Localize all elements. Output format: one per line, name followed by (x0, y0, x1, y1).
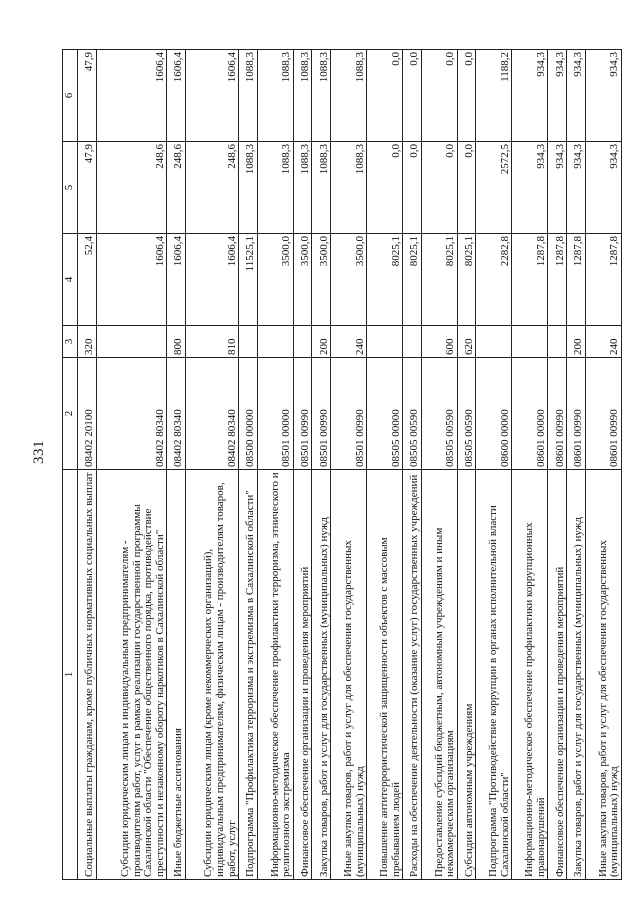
row-value-col5: 0,0 (421, 142, 457, 234)
budget-table (62, 49, 622, 880)
table-row (293, 50, 312, 880)
row-value-col4: 8025,1 (403, 234, 422, 326)
row-value-col6: 1606,4 (185, 50, 238, 142)
table-row (96, 50, 166, 880)
row-value-col5: 934,3 (512, 142, 548, 234)
row-code: 08501 00990 (293, 358, 312, 470)
row-value-col6: 934,3 (512, 50, 548, 142)
row-value-col4: 1606,4 (96, 234, 166, 326)
table-row (239, 50, 258, 880)
row-expense-type (96, 326, 166, 358)
row-value-col5: 1088,3 (312, 142, 331, 234)
row-value-col6: 934,3 (548, 50, 567, 142)
row-name: Иные закупки товаров, работ и услуг для обеспечения государственных (муниципальных) нужд (585, 470, 621, 880)
row-code: 08505 00000 (367, 358, 403, 470)
row-code: 08402 20100 (78, 358, 97, 470)
row-value-col6: 0,0 (367, 50, 403, 142)
row-value-col4: 8025,1 (367, 234, 403, 326)
rotated-table-wrapper (62, 50, 622, 880)
row-expense-type: 600 (421, 326, 457, 358)
row-code: 08501 00990 (312, 358, 331, 470)
row-expense-type (512, 326, 548, 358)
row-value-col5: 1088,3 (293, 142, 312, 234)
row-expense-type: 240 (585, 326, 621, 358)
row-value-col4: 8025,1 (421, 234, 457, 326)
table-row (512, 50, 548, 880)
row-expense-type (367, 326, 403, 358)
row-value-col5: 0,0 (367, 142, 403, 234)
row-value-col5: 0,0 (403, 142, 422, 234)
row-value-col6: 1088,3 (257, 50, 293, 142)
row-expense-type: 620 (457, 326, 476, 358)
row-value-col4: 1287,8 (512, 234, 548, 326)
page-number: 331 (30, 440, 47, 464)
row-name: Расходы на обеспечение деятельности (оказание услуг) государственных учреждений (403, 470, 422, 880)
row-name: Иные закупки товаров, работ и услуг для обеспечения государственных (муниципальных) нужд (331, 470, 367, 880)
row-name: Закупка товаров, работ и услуг для государственных (муниципальных) нужд (312, 470, 331, 880)
row-value-col4: 3500,0 (293, 234, 312, 326)
row-expense-type: 200 (567, 326, 586, 358)
row-value-col6: 1606,4 (167, 50, 186, 142)
row-expense-type: 200 (312, 326, 331, 358)
row-name: Закупка товаров, работ и услуг для государственных (муниципальных) нужд (567, 470, 586, 880)
row-value-col5: 1088,3 (331, 142, 367, 234)
row-expense-type: 810 (185, 326, 238, 358)
row-value-col6: 1606,4 (96, 50, 166, 142)
row-value-col5: 47,9 (78, 142, 97, 234)
row-name: Подпрограмма "Профилактика терроризма и экстремизма в Сахалинской области" (239, 470, 258, 880)
table-row (403, 50, 422, 880)
row-expense-type (403, 326, 422, 358)
row-code: 08402 80340 (167, 358, 186, 470)
table-row (367, 50, 403, 880)
row-value-col5: 248,6 (185, 142, 238, 234)
row-code: 08505 00590 (403, 358, 422, 470)
row-value-col6: 934,3 (567, 50, 586, 142)
row-name: Социальные выплаты гражданам, кроме публичных нормативных социальных выплат (78, 470, 97, 880)
row-code: 08402 80340 (185, 358, 238, 470)
table-row (476, 50, 512, 880)
row-name: Информационно-методическое обеспечение профилактики терроризма, этнического и религиозного экстремизма (257, 470, 293, 880)
row-value-col5: 1088,3 (257, 142, 293, 234)
row-value-col5: 934,3 (567, 142, 586, 234)
row-expense-type (239, 326, 258, 358)
row-code: 08601 00990 (548, 358, 567, 470)
table-row (585, 50, 621, 880)
row-value-col4: 52,4 (78, 234, 97, 326)
row-value-col4: 3500,0 (312, 234, 331, 326)
table-row (78, 50, 97, 880)
row-code: 08601 00990 (567, 358, 586, 470)
column-header: 5 (63, 142, 78, 234)
row-name: Предоставление субсидий бюджетным, автономным учреждениям и иным некоммерческим организациям (421, 470, 457, 880)
row-value-col6: 1088,3 (239, 50, 258, 142)
table-row (312, 50, 331, 880)
row-value-col5: 934,3 (585, 142, 621, 234)
row-name: Информационно-методическое обеспечение профилактики коррупционных правонарушений (512, 470, 548, 880)
column-header: 4 (63, 234, 78, 326)
row-value-col4: 1606,4 (185, 234, 238, 326)
row-code: 08600 00000 (476, 358, 512, 470)
row-code: 08501 00990 (331, 358, 367, 470)
row-name: Финансовое обеспечение организации и проведения мероприятий (293, 470, 312, 880)
table-body (78, 50, 622, 880)
table-row (548, 50, 567, 880)
row-value-col5: 248,6 (167, 142, 186, 234)
row-value-col4: 1287,8 (585, 234, 621, 326)
row-value-col4: 8025,1 (457, 234, 476, 326)
column-header: 2 (63, 358, 78, 470)
table-row (257, 50, 293, 880)
row-value-col4: 3500,0 (257, 234, 293, 326)
table-row (457, 50, 476, 880)
row-code: 08500 00000 (239, 358, 258, 470)
row-value-col6: 0,0 (403, 50, 422, 142)
row-value-col5: 248,6 (96, 142, 166, 234)
row-code: 08501 00000 (257, 358, 293, 470)
row-value-col5: 2572,5 (476, 142, 512, 234)
table-row (567, 50, 586, 880)
row-value-col4: 1287,8 (567, 234, 586, 326)
row-code: 08402 80340 (96, 358, 166, 470)
row-value-col6: 1188,2 (476, 50, 512, 142)
row-expense-type (257, 326, 293, 358)
row-code: 08505 00590 (421, 358, 457, 470)
row-name: Повышение антитеррористической защищенности объектов с массовым пребыванием людей (367, 470, 403, 880)
row-value-col6: 0,0 (421, 50, 457, 142)
table-row (421, 50, 457, 880)
row-value-col6: 934,3 (585, 50, 621, 142)
row-name: Субсидии юридическим лицам и индивидуальным предпринимателям - производителям работ, услуг в рамках реализации государственной программы Сахалинской области "Обеспечение общественного порядка, противодействие преступности и незаконному обороту наркотиков в Сахалинской области" (96, 470, 166, 880)
row-value-col4: 11525,1 (239, 234, 258, 326)
row-expense-type (476, 326, 512, 358)
row-value-col5: 1088,3 (239, 142, 258, 234)
column-header: 1 (63, 470, 78, 880)
row-name: Иные бюджетные ассигнования (167, 470, 186, 880)
row-expense-type (293, 326, 312, 358)
table-header-row (63, 50, 78, 880)
table-row (331, 50, 367, 880)
row-name: Субсидии автономным учреждениям (457, 470, 476, 880)
row-value-col5: 0,0 (457, 142, 476, 234)
row-code: 08601 00990 (585, 358, 621, 470)
row-value-col5: 934,3 (548, 142, 567, 234)
row-name: Финансовое обеспечение организации и проведения мероприятий (548, 470, 567, 880)
row-value-col6: 1088,3 (331, 50, 367, 142)
row-value-col6: 47,9 (78, 50, 97, 142)
row-code: 08505 00590 (457, 358, 476, 470)
column-header: 6 (63, 50, 78, 142)
row-value-col6: 1088,3 (293, 50, 312, 142)
row-value-col4: 1287,8 (548, 234, 567, 326)
row-value-col4: 3500,0 (331, 234, 367, 326)
row-expense-type (548, 326, 567, 358)
row-expense-type: 320 (78, 326, 97, 358)
row-name: Субсидии юридическим лицам (кроме некоммерческих организаций), индивидуальным предпринимателям, физическим лицам - производителям товаров, работ, услуг (185, 470, 238, 880)
row-value-col6: 1088,3 (312, 50, 331, 142)
row-value-col4: 1606,4 (167, 234, 186, 326)
row-value-col4: 2282,8 (476, 234, 512, 326)
column-header: 3 (63, 326, 78, 358)
row-expense-type: 800 (167, 326, 186, 358)
row-expense-type: 240 (331, 326, 367, 358)
row-value-col6: 0,0 (457, 50, 476, 142)
row-code: 08601 00000 (512, 358, 548, 470)
row-name: Подпрограмма "Противодействие коррупции в органах исполнительной власти Сахалинской области" (476, 470, 512, 880)
table-row (167, 50, 186, 880)
table-row (185, 50, 238, 880)
